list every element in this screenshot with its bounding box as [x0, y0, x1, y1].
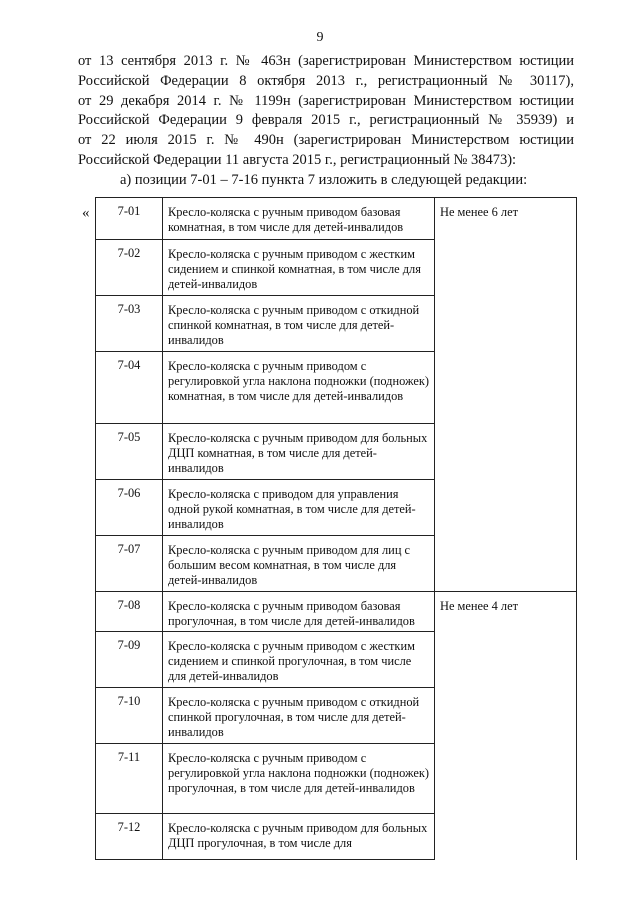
intro-paragraph [78, 52, 574, 191]
position-code: 7-03 [117, 301, 141, 316]
position-code: 7-04 [117, 357, 141, 372]
position-code: 7-01 [117, 204, 141, 218]
position-description: Кресло-коляска с ручным приводом для больных ДЦП прогулочная, в том числе для [168, 821, 428, 851]
description-cell [163, 632, 435, 688]
code-cell [96, 688, 163, 744]
intro-line: Российской Федерации 9 февраля 2015 г., регистрационный № 35939) и [78, 112, 574, 129]
description-cell [163, 688, 435, 744]
position-code: 7-06 [117, 485, 141, 500]
position-description: Кресло-коляска с ручным приводом базовая комнатная, в том числе для детей-инвалидов [168, 205, 404, 235]
instruction-line: а) позиции 7-01 – 7-16 пункта 7 изложить в следующей редакции: [120, 171, 528, 188]
table-row [96, 591, 577, 631]
term-cell [435, 198, 577, 592]
description-cell [163, 591, 435, 631]
position-description: Кресло-коляска с ручным приводом с регулировкой угла наклона подножки (подножек) прогулочная, в том числе для детей-инвалидов [168, 751, 430, 796]
intro-line: от 13 сентября 2013 г. № 463н (зарегистрирован Министерством юстиции [78, 53, 574, 69]
position-code: 7-11 [117, 750, 141, 765]
position-description: Кресло-коляска с ручным приводом с жестким сидением и спинкой прогулочная, в том числе для детей-инвалидов [168, 639, 415, 684]
description-cell [163, 535, 435, 591]
description-cell [163, 744, 435, 814]
usage-term: Не менее 4 лет [440, 598, 519, 613]
code-cell [96, 744, 163, 814]
position-code: 7-02 [117, 246, 141, 260]
position-description: Кресло-коляска с ручным приводом с регулировкой угла наклона подножки (подножек) комнатная, в том числе для детей-инвалидов [168, 358, 430, 404]
usage-term: Не менее 6 лет [440, 205, 519, 219]
position-code: 7-12 [117, 820, 141, 835]
description-cell [163, 198, 435, 240]
term-cell [435, 591, 577, 859]
code-cell [96, 240, 163, 296]
code-cell [96, 632, 163, 688]
description-cell [163, 423, 435, 479]
position-description: Кресло-коляска с ручным приводом базовая прогулочная, в том числе для детей-инвалидов [168, 598, 415, 628]
position-description: Кресло-коляска с ручным приводом с откидной спинкой комнатная, в том числе для детей-инвалидов [168, 302, 420, 348]
position-code: 7-07 [117, 541, 141, 556]
position-description: Кресло-коляска с ручным приводом с жестким сидением и спинкой комнатная, в том числе для детей-инвалидов [168, 247, 421, 292]
position-code: 7-08 [117, 597, 141, 612]
code-cell [96, 198, 163, 240]
code-cell [96, 423, 163, 479]
position-code: 7-05 [117, 429, 141, 444]
position-code: 7-09 [117, 638, 141, 653]
description-cell [163, 240, 435, 296]
intro-line: Российской Федерации 11 августа 2015 г., регистрационный № 38473): [78, 151, 517, 168]
table-row [96, 198, 577, 240]
code-cell [96, 351, 163, 423]
position-description: Кресло-коляска с приводом для управления одной рукой комнатная, в том числе для детей-инвалидов [168, 486, 416, 532]
code-cell [96, 479, 163, 535]
code-cell [96, 814, 163, 860]
intro-line: от 29 декабря 2014 г. № 1199н (зарегистрирован Министерством юстиции [78, 92, 574, 109]
position-description: Кресло-коляска с ручным приводом для лиц с большим весом комнатная, в том числе для детей-инвалидов [168, 542, 411, 588]
description-cell [163, 814, 435, 860]
description-cell [163, 479, 435, 535]
code-cell [96, 535, 163, 591]
description-cell [163, 295, 435, 351]
position-description: Кресло-коляска с ручным приводом с откидной спинкой прогулочная, в том числе для детей-инвалидов [168, 695, 420, 740]
page-number: 9 [316, 30, 324, 45]
positions-table [95, 197, 577, 860]
position-code: 7-10 [117, 694, 141, 709]
code-cell [96, 591, 163, 631]
position-description: Кресло-коляска с ручным приводом для больных ДЦП комнатная, в том числе для детей-инвалидов [168, 430, 428, 476]
intro-line: Российской Федерации 8 октября 2013 г., регистрационный № 30117), [78, 72, 574, 89]
description-cell [163, 351, 435, 423]
intro-line: от 22 июля 2015 г. № 490н (зарегистрирован Министерством юстиции [78, 132, 574, 149]
opening-quote-mark: « [82, 205, 90, 221]
code-cell [96, 295, 163, 351]
